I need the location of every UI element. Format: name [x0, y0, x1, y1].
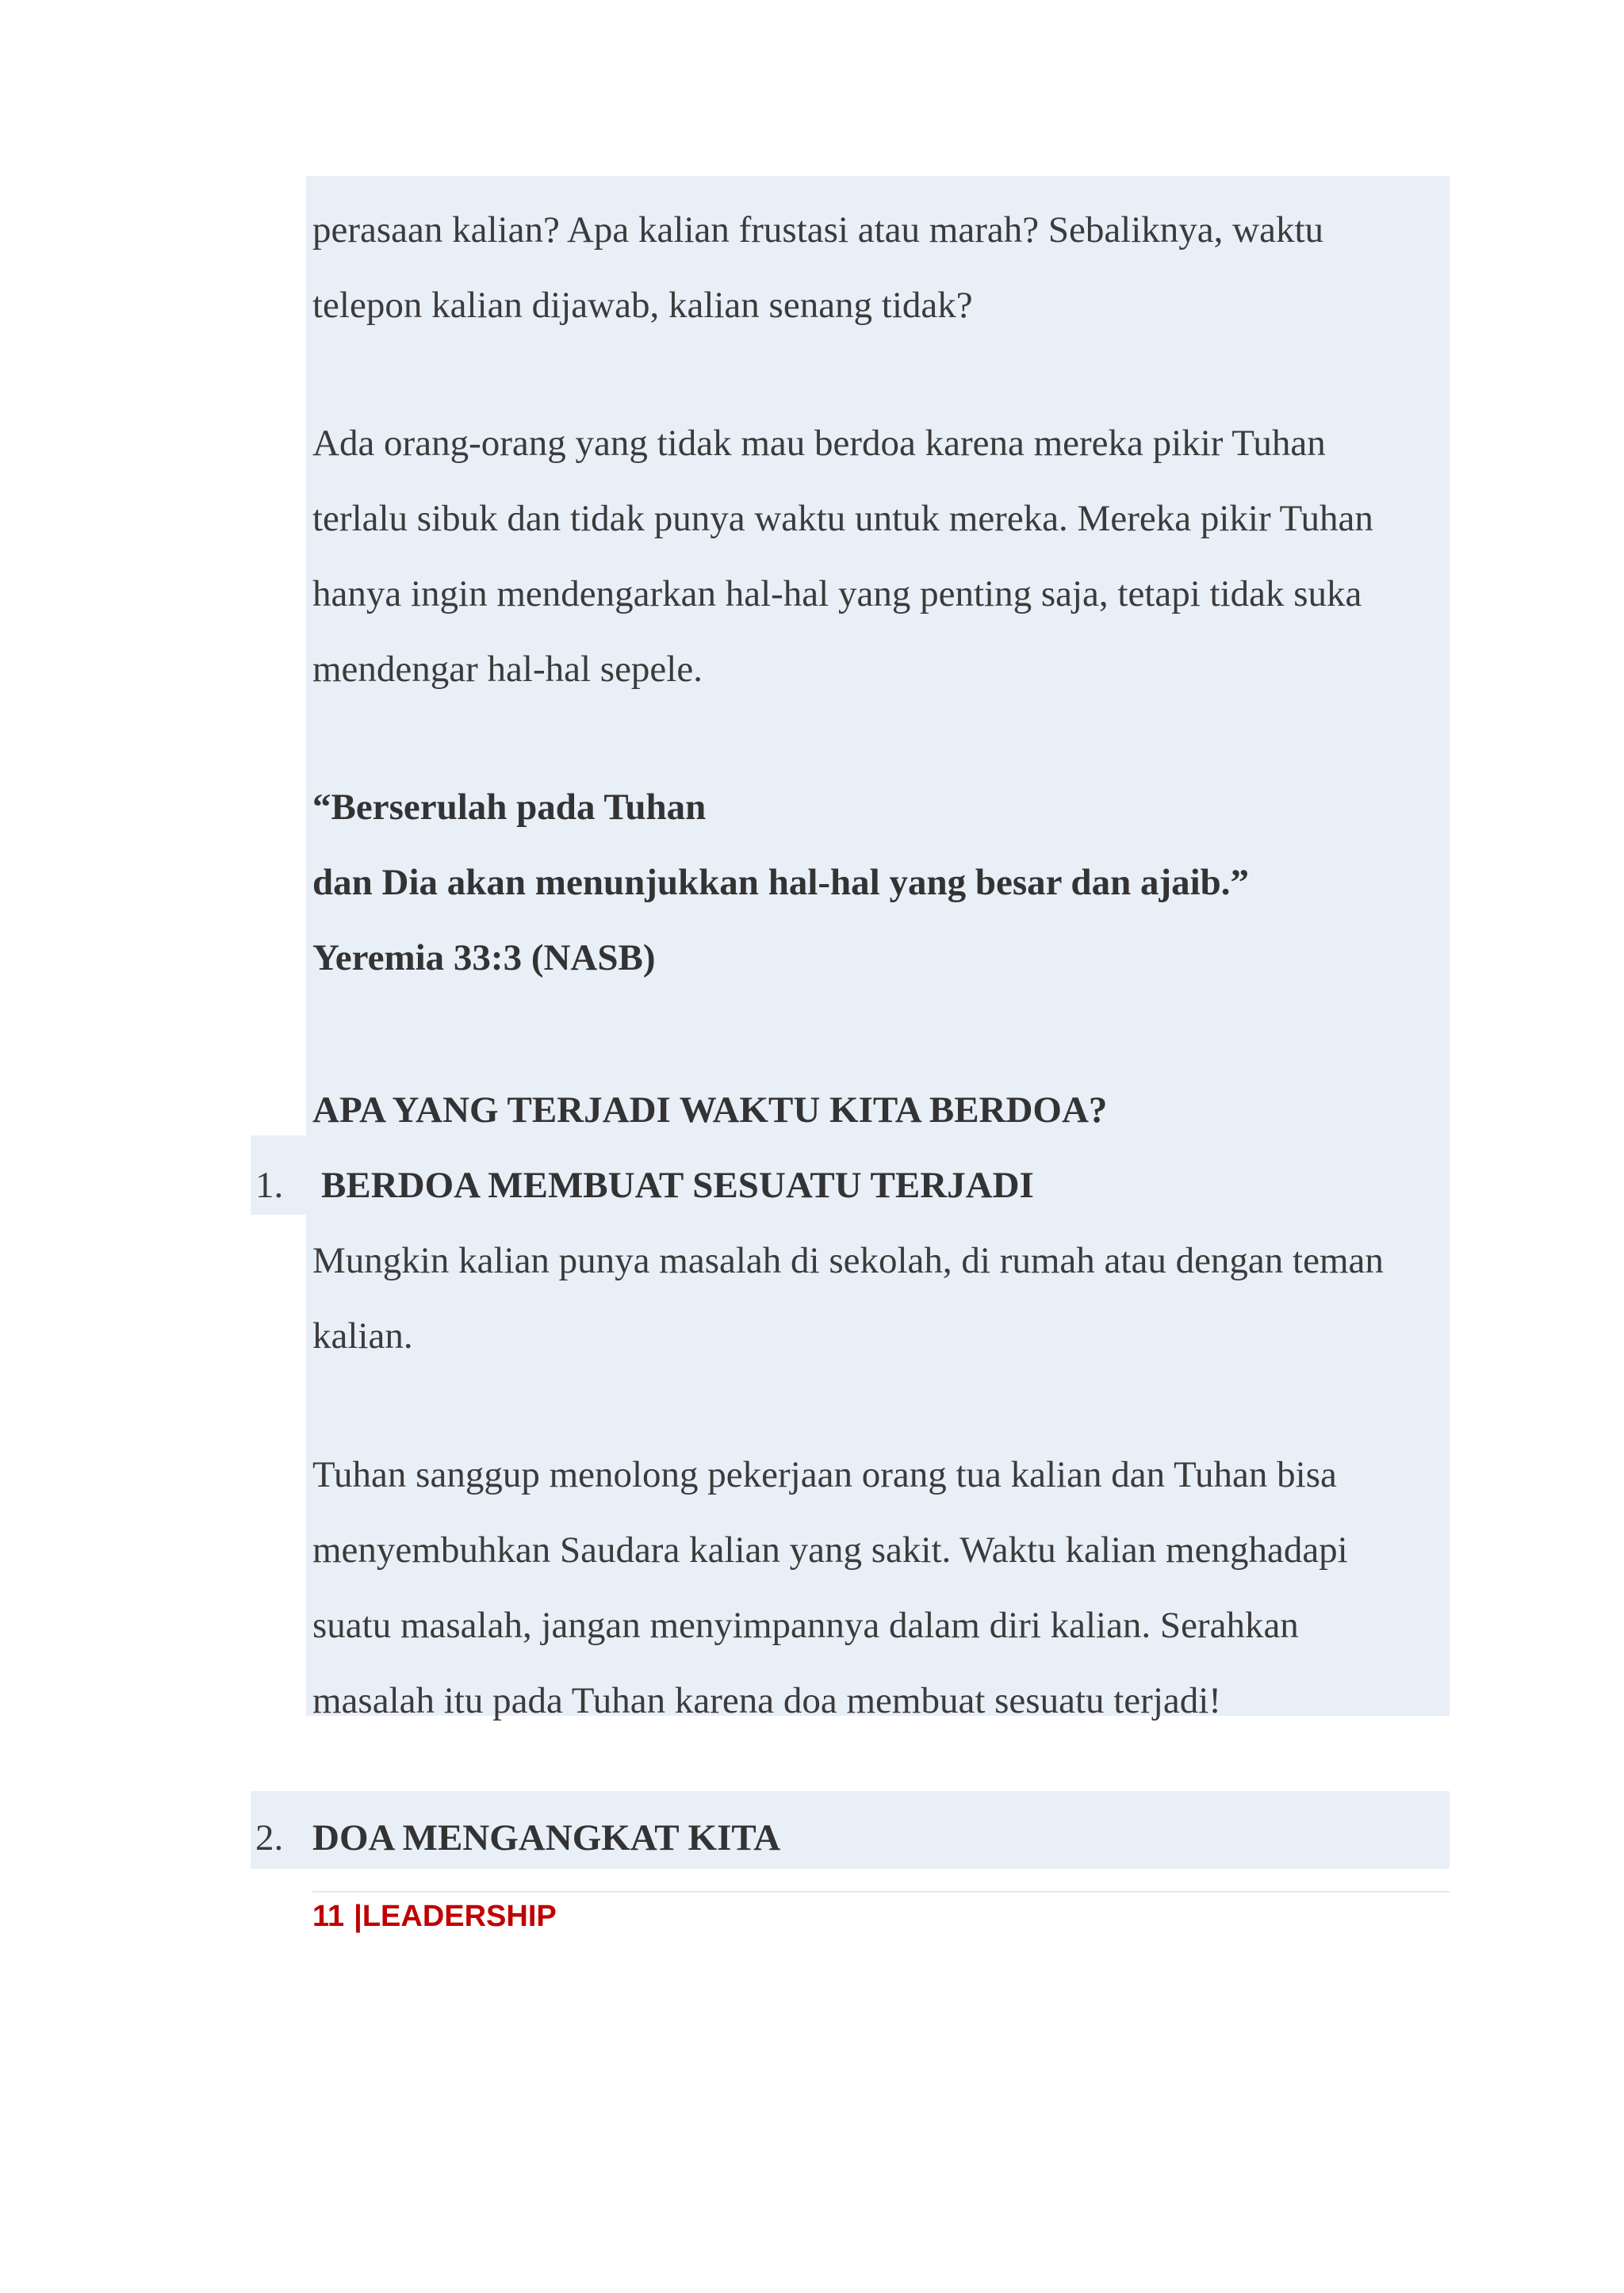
page-footer	[312, 1897, 557, 1936]
paragraph-line: Mungkin kalian punya masalah di sekolah, di rumah atau dengan teman	[312, 1240, 1384, 1281]
scripture-quote-line: dan Dia akan menunjukkan hal-hal yang besar dan ajaib.”	[312, 862, 1250, 903]
footer-label: LEADERSHIP	[362, 1900, 557, 1933]
paragraph-line: terlalu sibuk dan tidak punya waktu untuk mereka. Mereka pikir Tuhan	[312, 498, 1373, 539]
paragraph-line: Ada orang-orang yang tidak mau berdoa karena mereka pikir Tuhan	[312, 423, 1326, 464]
footer-separator: |	[354, 1900, 362, 1933]
footer-divider	[312, 1891, 1450, 1893]
paragraph-line: kalian.	[312, 1315, 413, 1357]
scripture-reference: Yeremia 33:3 (NASB)	[312, 937, 656, 978]
page-number: 11	[312, 1900, 345, 1933]
paragraph-line: suatu masalah, jangan menyimpannya dalam diri kalian. Serahkan	[312, 1605, 1299, 1646]
paragraph-line: mendengar hal-hal sepele.	[312, 649, 703, 690]
list-number: 1.	[255, 1165, 284, 1206]
paragraph-line: menyembuhkan Saudara kalian yang sakit. Waktu kalian menghadapi	[312, 1529, 1348, 1571]
list-item-title: DOA MENGANGKAT KITA	[312, 1817, 781, 1859]
list-number: 2.	[255, 1817, 284, 1859]
scripture-quote-line: “Berserulah pada Tuhan	[312, 787, 707, 828]
paragraph-line: perasaan kalian? Apa kalian frustasi atau marah? Sebaliknya, waktu	[312, 209, 1324, 251]
paragraph-line: masalah itu pada Tuhan karena doa membuat sesuatu terjadi!	[312, 1680, 1221, 1721]
list-item-title: BERDOA MEMBUAT SESUATU TERJADI	[321, 1165, 1034, 1206]
section-heading: APA YANG TERJADI WAKTU KITA BERDOA?	[312, 1089, 1108, 1131]
paragraph-line: telepon kalian dijawab, kalian senang tidak?	[312, 285, 973, 326]
paragraph-line: Tuhan sanggup menolong pekerjaan orang tua kalian dan Tuhan bisa	[312, 1454, 1337, 1495]
paragraph-line: hanya ingin mendengarkan hal-hal yang penting saja, tetapi tidak suka	[312, 573, 1362, 614]
